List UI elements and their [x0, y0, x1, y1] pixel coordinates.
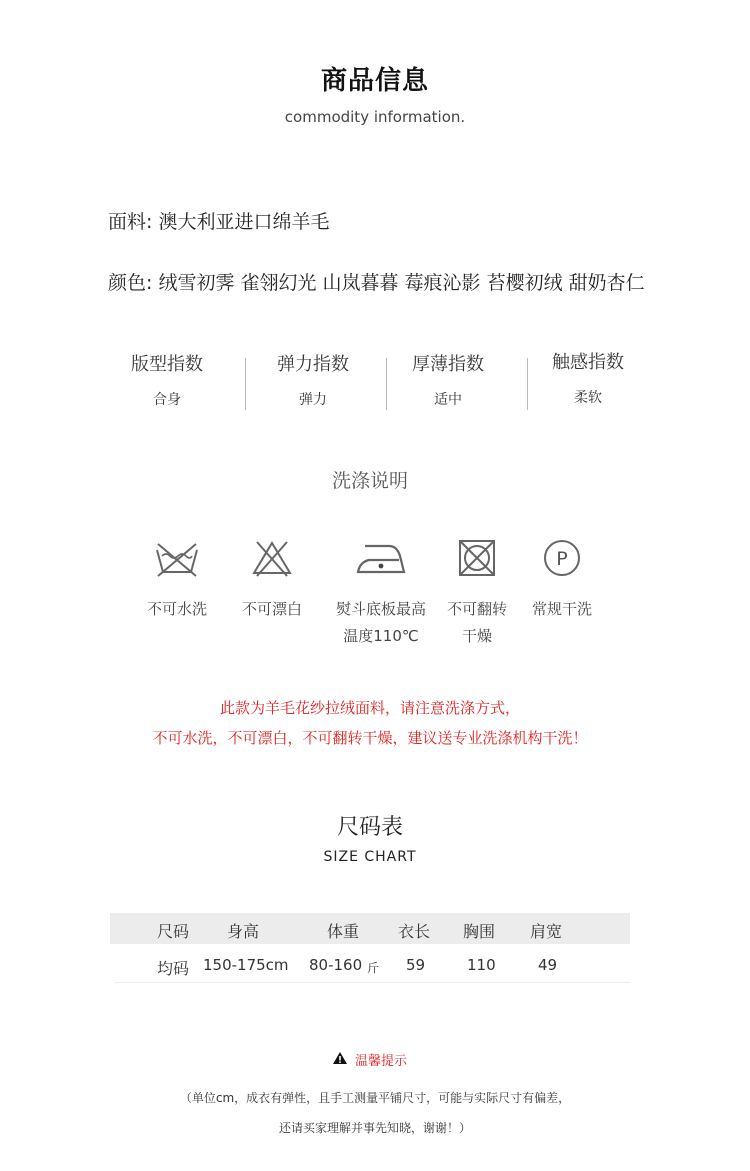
size-chart-title: 尺码表 [336, 815, 403, 840]
index-label: 厚薄指数 [412, 354, 484, 375]
table-cell: 均码 [157, 959, 190, 978]
care-label: 不可水洗 [146, 600, 207, 618]
index-label: 版型指数 [131, 354, 203, 375]
table-cell: 150-175cm [203, 956, 289, 974]
table-header-cell: 衣长 [398, 922, 431, 941]
table-divider [115, 982, 630, 983]
index-value: 适中 [434, 392, 462, 408]
care-label: 不可翻转 [446, 600, 507, 618]
index-elasticity [243, 350, 383, 409]
index-value: 柔软 [574, 390, 602, 406]
washing-warning: 此款为羊毛花纱拉绒面料，请注意洗涤方式， [219, 699, 520, 717]
no-bleach-icon [251, 538, 293, 578]
care-no-bleach [217, 538, 327, 623]
table-cell: 49 [538, 956, 558, 974]
care-label: 干燥 [461, 627, 492, 645]
warning-icon [333, 1052, 347, 1064]
care-label: 不可漂白 [241, 600, 302, 618]
table-header-cell: 胸围 [463, 922, 496, 941]
tip-title: 温馨提示 [355, 1054, 408, 1069]
fabric-info: 面料: 澳大利亚进口绵羊毛 [108, 211, 330, 233]
color-info: 颜色: 绒雪初霁 雀翎幻光 山岚暮暮 莓痕沁影 苔樱初绒 甜奶杏仁 [108, 272, 645, 294]
table-header-cell: 身高 [227, 922, 260, 941]
index-value: 弹力 [299, 392, 327, 408]
no-tumble-dry-icon [457, 538, 497, 578]
page-title: 商品信息 [320, 66, 429, 96]
care-dry-clean [507, 538, 617, 623]
index-fit [97, 350, 237, 409]
tip-note: （单位cm，成衣有弹性，且手工测量平铺尺寸，可能与实际尺寸有偏差， [179, 1091, 571, 1105]
size-chart-subtitle: SIZE CHART [323, 849, 417, 865]
dry-clean-icon [541, 538, 583, 578]
table-cell-unit: 斤 [367, 961, 380, 975]
table-header-cell: 尺码 [157, 922, 190, 941]
care-label: 温度110℃ [343, 627, 419, 645]
index-touch [518, 348, 658, 407]
index-value: 合身 [153, 392, 181, 408]
washing-title: 洗涤说明 [331, 470, 408, 492]
index-label: 触感指数 [552, 352, 624, 373]
table-cell: 80-160 [309, 956, 363, 974]
index-thickness [378, 350, 518, 409]
table-cell: 110 [467, 956, 496, 974]
no-wash-icon [154, 538, 200, 578]
care-label: 常规干洗 [531, 600, 592, 618]
page-subtitle: commodity information. [284, 108, 466, 126]
svg-text:P: P [556, 548, 568, 570]
care-label: 熨斗底板最高 [335, 600, 426, 618]
tip-note: 还请买家理解并事先知晓，谢谢！） [278, 1121, 471, 1135]
washing-warning: 不可水洗，不可漂白，不可翻转干燥，建议送专业洗涤机构干洗！ [152, 729, 588, 747]
table-header-cell: 肩宽 [530, 922, 563, 941]
care-no-wash [122, 538, 232, 623]
iron-icon [355, 538, 407, 578]
index-label: 弹力指数 [277, 354, 349, 375]
table-header-cell: 体重 [327, 922, 360, 941]
table-cell: 59 [406, 956, 426, 974]
